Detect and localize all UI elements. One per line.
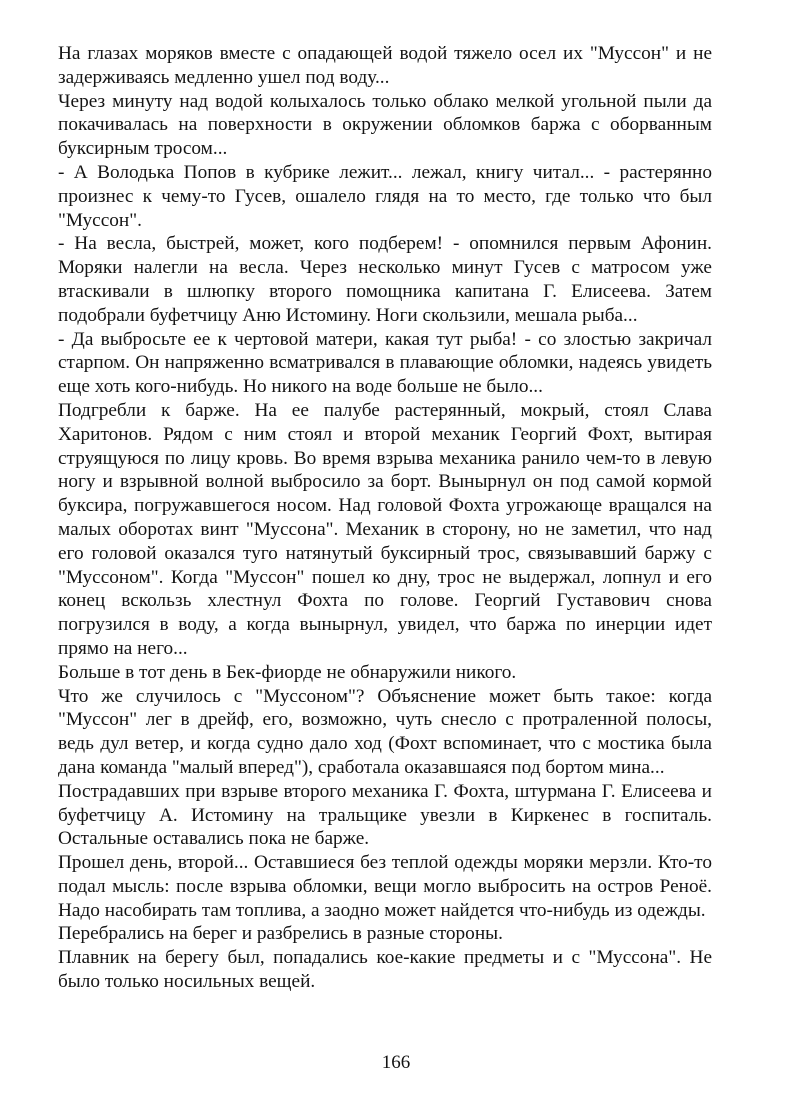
page-number: 166 [381,1052,411,1073]
paragraph: Через минуту над водой колыхалось только облако мелкой угольной пыли да покачивалась на поверхности в окружении обломков баржа с оборванным буксирным тросом... [58,90,712,160]
paragraph: - На весла, быстрей, может, кого подберем! - опомнился первым Афонин. Моряки налегли на весла. Через несколько минут Гусев с матросом уже втаскивали в шлюпку второго помощника капитана Г. Елисеева. Затем подобрали буфетчицу Аню Истомину. Ноги скользили, мешала рыба... [58,233,712,326]
paragraph: Перебрались на берег и разбрелись в разные стороны. [58,923,503,945]
paragraph: Пострадавших при взрыве второго механика Г. Фохта, штурмана Г. Елисеева и буфетчицу А. Истомину на тральщике увезли в Киркенес в госпиталь. Остальные оставались пока не барже. [58,780,712,850]
paragraph: Прошел день, второй... Оставшиеся без теплой одежды моряки мерзли. Кто-то подал мысль: после взрыва обломки, вещи могло выбросить на остров Реноё. Надо насобирать там топлива, а заодно может найдется что-нибудь из одежды. [58,852,712,921]
paragraph: На глазах моряков вместе с опадающей водой тяжело осел их "Муссон" и не задерживаясь медленно ушел под воду... [58,43,712,88]
paragraph: - А Володька Попов в кубрике лежит... лежал, книгу читал... - растерянно произнес к чему-то Гусев, ошалело глядя на то место, где только что был "Муссон". [58,161,712,231]
page-text [58,42,712,994]
paragraph: Что же случилось с "Муссоном"? Объяснение может быть такое: когда "Муссон" лег в дрейф, его, возможно, чуть снесло с протраленной полосы, ведь дул ветер, и когда судно дало ход (Фохт вспоминает, что с мостика была дана команда "малый вперед"), сработала оказавшаяся под бортом мина... [58,685,712,778]
paragraph: - Да выбросьте ее к чертовой матери, какая тут рыба! - со злостью закричал старпом. Он напряженно всматривался в плавающие обломки, надеясь увидеть еще хоть кого-нибудь. Но никого на воде больше не было... [58,328,712,398]
paragraph: Плавник на берегу был, попадались кое-какие предметы и с "Муссона". Не было только носильных вещей. [58,947,712,993]
paragraph: Больше в тот день в Бек-фиорде не обнаружили никого. [58,661,517,683]
paragraph: Подгребли к барже. На ее палубе растерянный, мокрый, стоял Слава Харитонов. Рядом с ним стоял и второй механик Георгий Фохт, вытирая струящуюся по лицу кровь. Во время взрыва механика ранило чем-то в левую ногу и взрывной волной выбросило за борт. Вынырнул он под самой кормой буксира, погружавшегося носом. Над головой Фохта угрожающе вращался на малых оборотах винт "Муссона". Механик в сторону, но не заметил, что над его головой оказался туго натянутый буксирный трос, связывавший баржу с "Муссоном". Когда "Муссон" пошел ко дну, трос не выдержал, лопнул и его конец вскользь хлестнул Фохта по голове. Георгий Густавович снова погрузился в воду, а когда вынырнул, увидел, что баржа по инерции идет прямо на него... [58,399,712,659]
